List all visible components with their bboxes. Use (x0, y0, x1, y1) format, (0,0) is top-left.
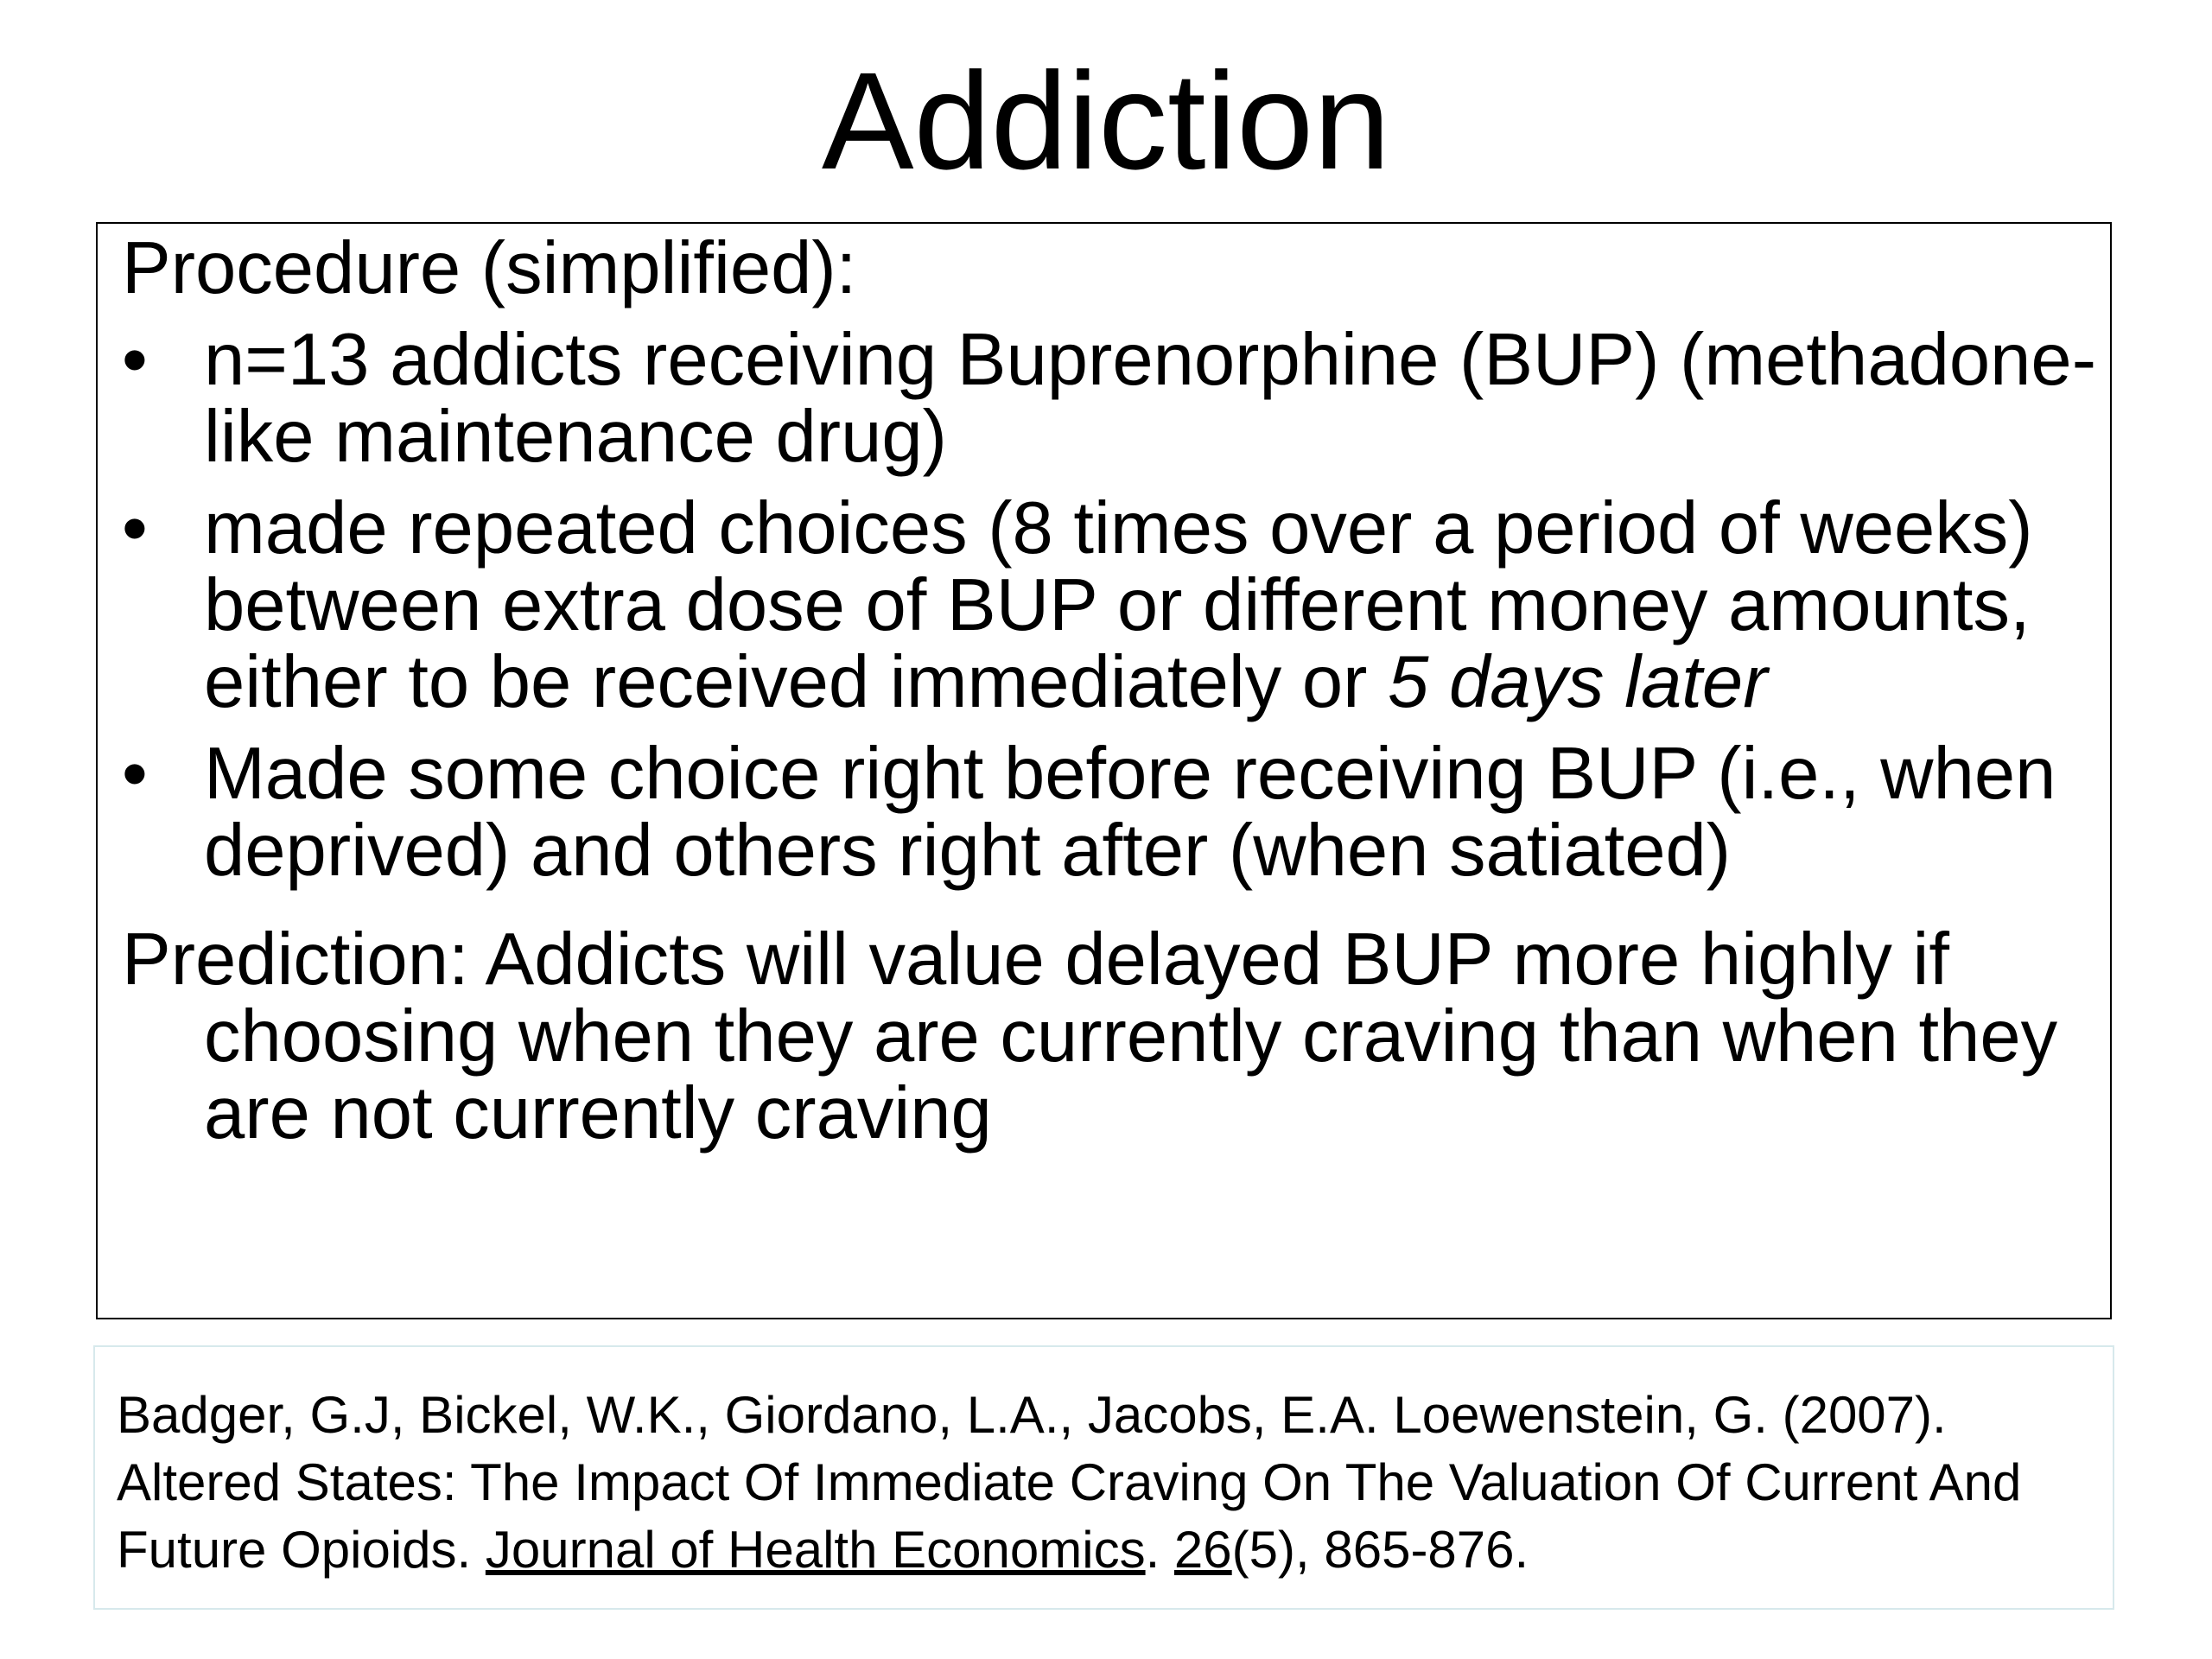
bullet-text: n=13 addicts receiving Buprenorphine (BUP) (methadone-like maintenance drug) (204, 319, 2096, 478)
citation-authors: Badger, G.J, Bickel, W.K., Giordano, L.A., Jacobs, E.A. Loewenstein, G. (2007). Altered States: The Impact Of Immediate Craving On The Valuation Of Current And Future Opioids. (117, 1386, 2022, 1579)
bullet-emphasis: 5 days later (1388, 641, 1768, 723)
procedure-bullet-list (122, 319, 2096, 892)
bullet-icon: • (122, 487, 148, 569)
bullet-text: made repeated choices (8 times over a period of weeks) between extra dose of BUP or different money amounts, either to be received immediately or (204, 487, 2033, 723)
citation-issue-pages: (5), 865-876. (1231, 1521, 1529, 1579)
procedure-content (122, 224, 2096, 1152)
bullet-icon: • (122, 733, 148, 815)
bullet-item-timing (122, 733, 2096, 892)
bullet-item-sample (122, 319, 2096, 478)
citation-box (93, 1345, 2114, 1610)
procedure-box (96, 222, 2112, 1319)
slide-title: Addiction (821, 43, 1391, 198)
procedure-heading: Procedure (simplified): (122, 227, 857, 309)
citation-journal: Journal of Health Economics (485, 1521, 1146, 1579)
citation-volume: 26 (1173, 1521, 1232, 1579)
bullet-item-choices (122, 487, 2096, 723)
citation-separator: . (1145, 1521, 1174, 1579)
bullet-icon: • (122, 319, 148, 401)
prediction-text: Prediction: Addicts will value delayed BUP more highly if choosing when they are currently craving than when they are not currently craving (122, 918, 2058, 1154)
citation-text (117, 1382, 2095, 1584)
bullet-text: Made some choice right before receiving BUP (i.e., when deprived) and others right after (when satiated) (204, 733, 2056, 892)
